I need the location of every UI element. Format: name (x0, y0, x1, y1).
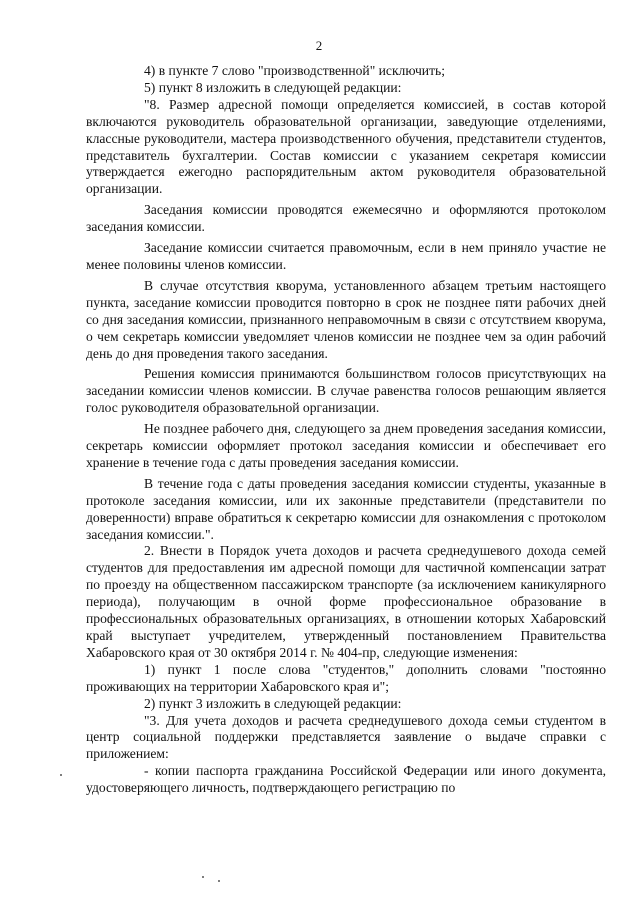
scan-speck (202, 876, 204, 878)
scan-speck (218, 880, 220, 882)
page-number: 2 (315, 38, 323, 53)
amendment-item-4: 4) в пункте 7 слово "производственной" исключить; (144, 63, 446, 78)
clause-8-meetings: Заседания комиссии проводятся ежемесячно и оформляются протоколом заседания комиссии. (86, 202, 606, 235)
section-2-item-2: 2) пункт 3 изложить в следующей редакции: (144, 695, 402, 711)
section-2-item-1: 1) пункт 1 после слова "студентов," дополнить словами "постоянно проживающих на территории Хабаровского края и"; (86, 661, 606, 694)
clause-8-composition: "8. Размер адресной помощи определяется комиссией, в состав которой включаются руководитель образовательной организации, заведующие отделениями, классные руководители, мастера производственного обучения, представители студентов, представитель бухгалтерии. Состав комиссии с указанием секретаря комиссии утверждается ежегодно распорядительным актом руководителя образовательной организации. (86, 96, 606, 197)
clause-8-decisions: Решения комиссия принимаются большинством голосов присутствующих на заседании комиссии членов комиссии. В случае равенства голосов решающим является голос руководителя образовательной организации. (86, 366, 606, 416)
clause-8-protocol: Не позднее рабочего дня, следующего за днем проведения заседания комиссии, секретарь комиссии оформляет протокол заседания комиссии и обеспечивает его хранение в течение года с даты проведения заседания комиссии. (86, 421, 606, 470)
clause-3-intro: "3. Для учета доходов и расчета среднедушевого дохода семьи студентом в центр социальной поддержки представляется заявление о выдаче справки с приложением: (86, 712, 606, 762)
amendment-item-5: 5) пункт 8 изложить в следующей редакции: (144, 79, 402, 95)
clause-8-no-quorum: В случае отсутствия кворума, установленного абзацем третьим настоящего пункта, заседание комиссии проводится повторно в срок не позднее пяти рабочих дней со дня заседания комиссии, признанного неправомочным в связи с отсутствием кворума, о чем секретарь комиссии уведомляет членов комиссии не позднее чем за один рабочий день до дня проведения такого заседания. (86, 277, 606, 361)
scan-speck (60, 774, 62, 776)
clause-8-access: В течение года с даты проведения заседания комиссии студенты, указанные в протоколе заседания комиссии, или их законные представители (представители по доверенности) вправе обратиться к секретарю комиссии для ознакомления с протоколом заседания комиссии.". (86, 475, 606, 542)
clause-3-passport: - копии паспорта гражданина Российской Федерации или иного документа, удостоверяющего личность, подтверждающего регистрацию по (86, 763, 606, 796)
document-body (86, 63, 606, 797)
section-2-amendments: 2. Внести в Порядок учета доходов и расчета среднедушевого дохода семей студентов для предоставления им адресной помощи для частичной компенсации затрат по проезду на общественном пассажирском транспорте (за исключением каникулярного периода), получающим в очной форме профессиональное образование в профессиональных образовательных организациях, в отношении которых Хабаровский край выступает учредителем, утвержденный постановлением Правительства Хабаровского края от 30 октября 2014 г. № 404-пр, следующие изменения: (86, 543, 606, 660)
clause-8-quorum: Заседание комиссии считается правомочным, если в нем приняло участие не менее половины членов комиссии. (86, 240, 606, 272)
